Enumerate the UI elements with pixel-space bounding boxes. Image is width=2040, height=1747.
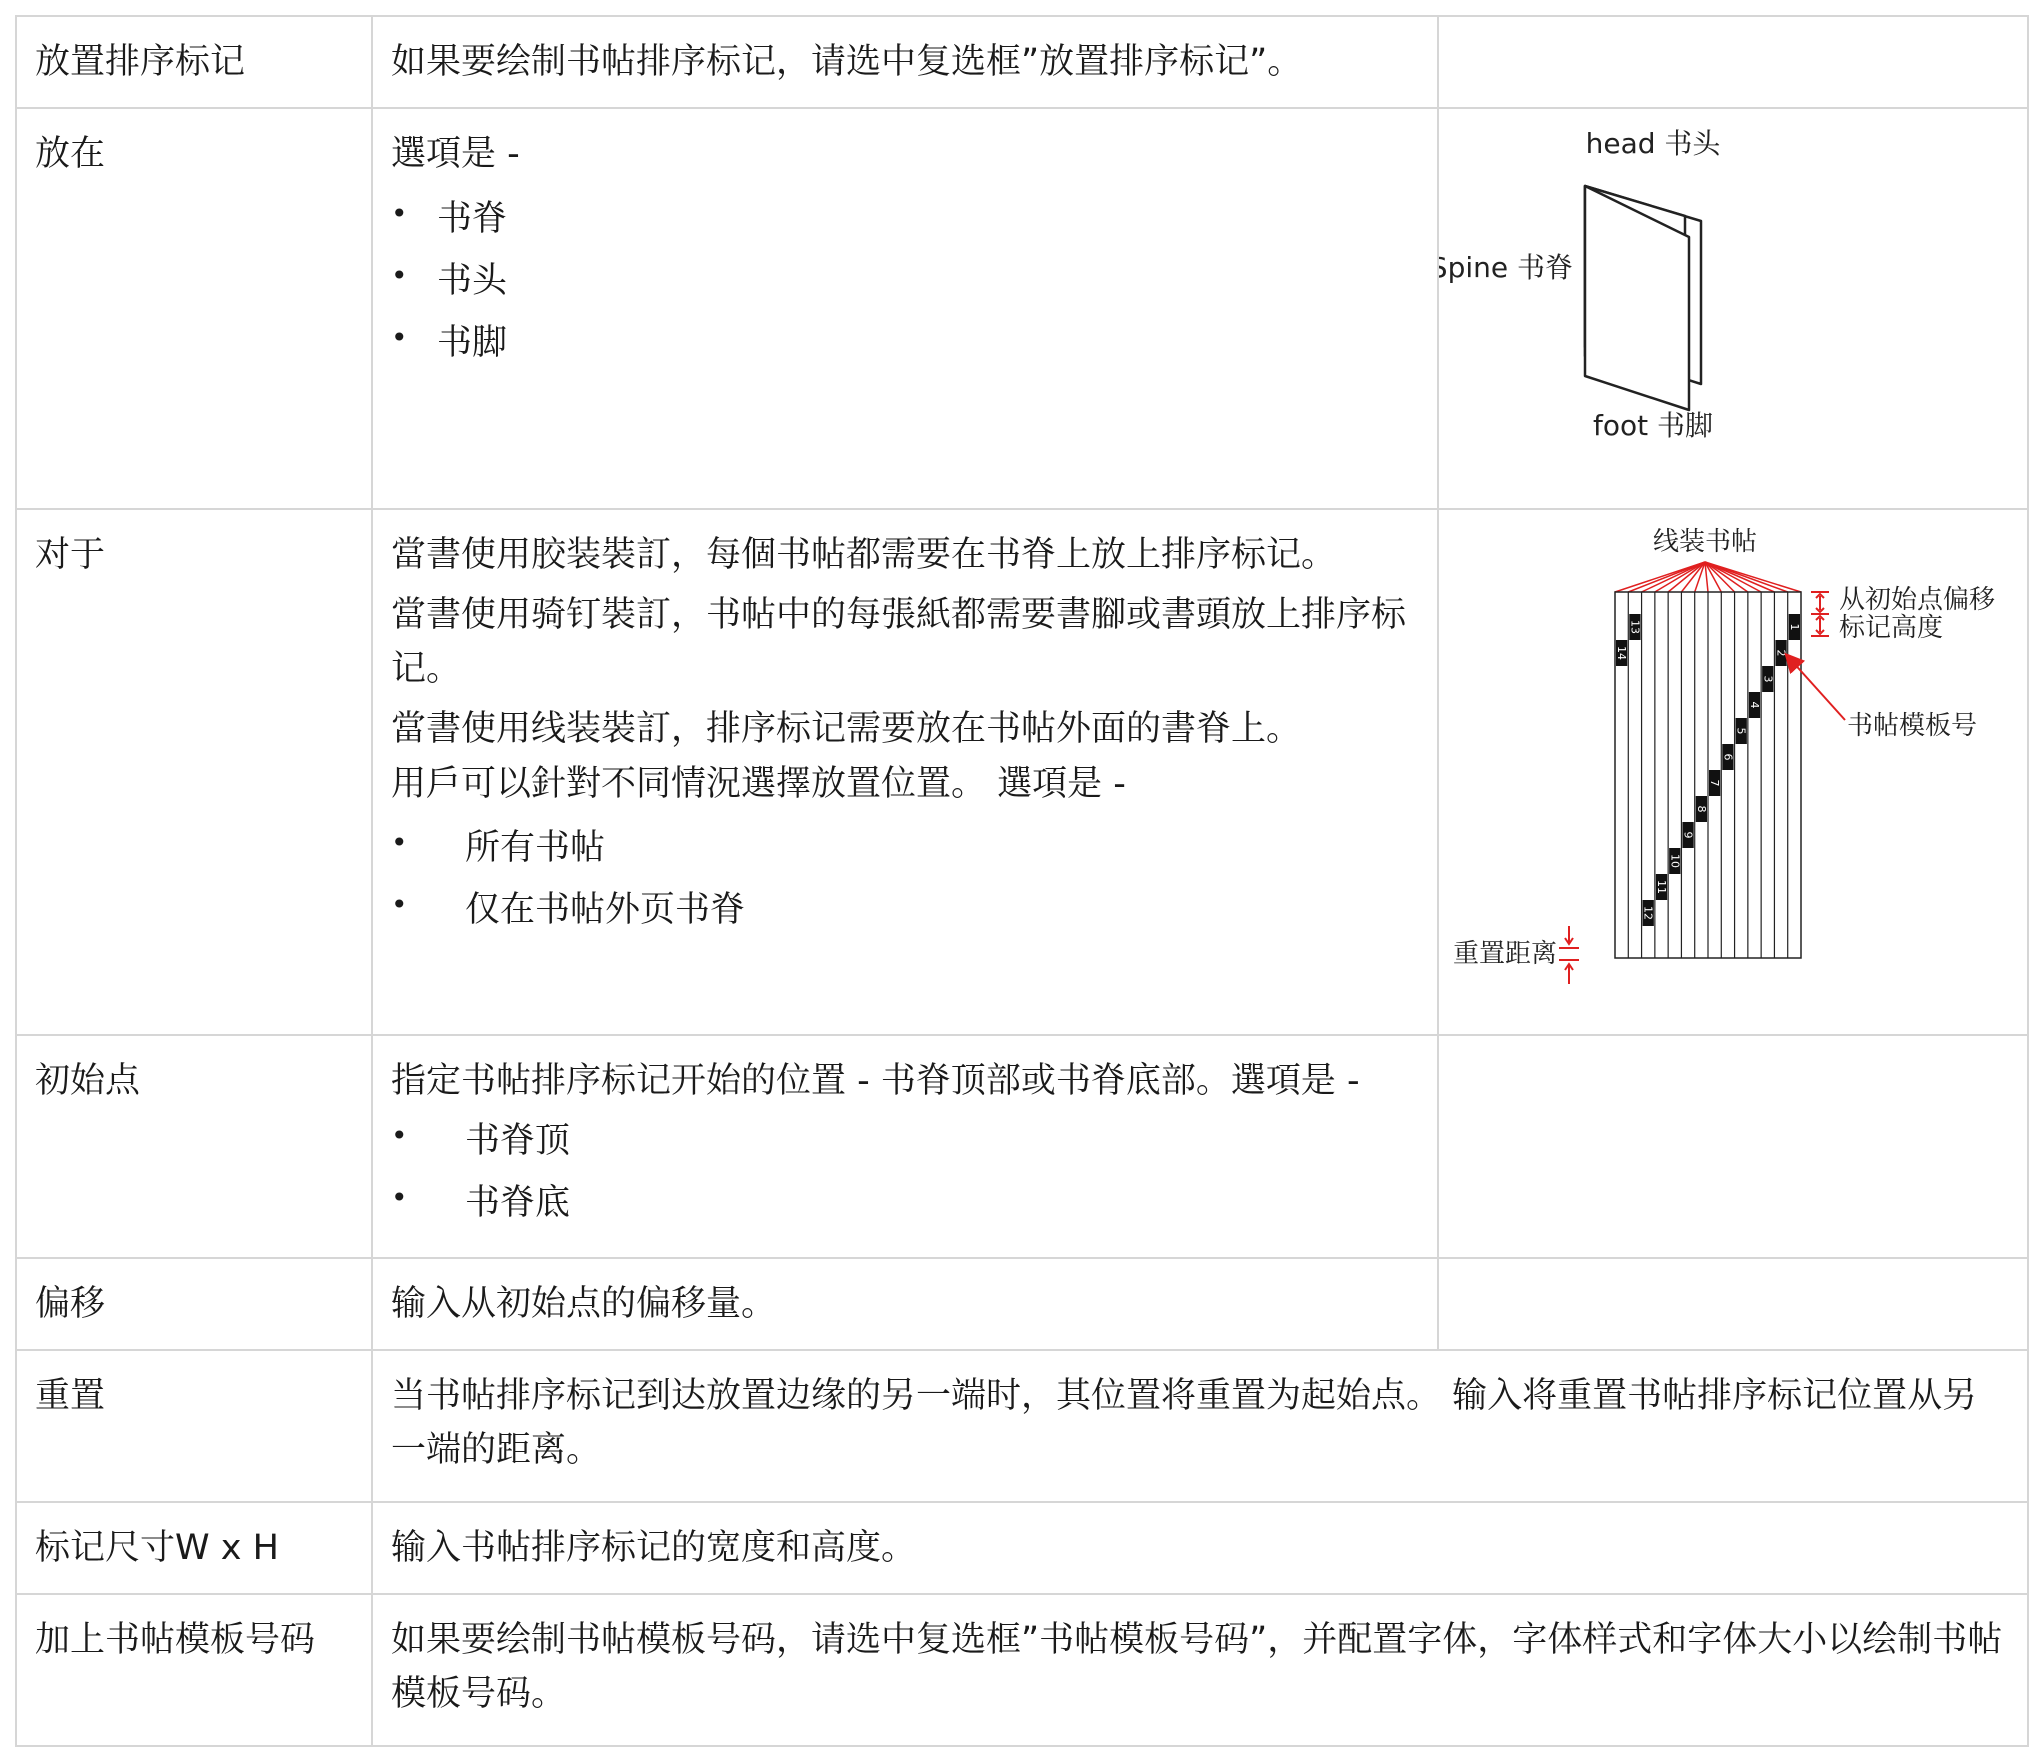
pointer-line <box>1655 562 1705 592</box>
row-description: 如果要绘制书帖排序标记，请选中复选框”放置排序标记”。 <box>372 16 1438 108</box>
table-row <box>16 509 2028 1035</box>
row-description: 如果要绘制书帖模板号码，请选中复选框”书帖模板号码”，并配置字体，字体样式和字体大小以绘制书帖模板号码。 <box>372 1594 2028 1746</box>
table-row <box>16 1350 2028 1502</box>
paragraph: 當書使用线装裝訂，排序标记需要放在书帖外面的書脊上。 <box>391 709 1302 750</box>
reset-distance-label: 重置距离 <box>1453 938 1558 969</box>
list-item: • 书脊底 <box>391 1176 1419 1230</box>
options-list <box>391 1114 1419 1231</box>
table-row <box>16 108 2028 508</box>
empty-cell <box>1438 16 2028 108</box>
sequence-mark-number: 2 <box>1774 649 1788 656</box>
sequence-mark-number: 9 <box>1681 831 1695 838</box>
sequence-mark-number: 14 <box>1615 645 1629 660</box>
sequence-mark-number: 13 <box>1628 619 1642 634</box>
foot-label: foot 书脚 <box>1593 409 1713 443</box>
row-label: 加上书帖模板号码 <box>16 1594 372 1746</box>
placement-figure-cell <box>1438 108 2028 508</box>
table-row <box>16 16 2028 108</box>
sequence-mark-number: 8 <box>1694 805 1708 812</box>
list-item: • 书脊 <box>391 192 1419 246</box>
table-row <box>16 1258 2028 1350</box>
row-description <box>372 509 1438 1035</box>
sequence-mark-number: 7 <box>1708 779 1722 786</box>
list-item: • 仅在书帖外页书脊 <box>391 883 1419 937</box>
reset-dimension-icon <box>1559 926 1579 984</box>
empty-cell <box>1438 1258 2028 1350</box>
row-description: 输入从初始点的偏移量。 <box>372 1258 1438 1350</box>
sequence-mark-number: 1 <box>1787 623 1801 630</box>
table-row <box>16 1035 2028 1258</box>
list-item: • 所有书帖 <box>391 821 1419 875</box>
options-intro: 選項是 - <box>391 134 520 175</box>
row-description <box>372 108 1438 508</box>
sequence-mark-number: 10 <box>1668 853 1682 868</box>
diagram-title: 线装书帖 <box>1652 526 1758 557</box>
list-item: • 书头 <box>391 254 1419 308</box>
sequence-mark-number: 6 <box>1721 753 1735 760</box>
list-item: • 书脚 <box>391 316 1419 370</box>
title-pointer-lines <box>1615 562 1801 592</box>
list-item: • 书脊顶 <box>391 1114 1419 1168</box>
sequence-mark-number: 4 <box>1748 701 1761 708</box>
table-row <box>16 1502 2028 1594</box>
paragraph: 用戶可以針對不同情況選擇放置位置。 選項是 - <box>391 763 1126 804</box>
sequence-mark-number: 5 <box>1734 727 1748 734</box>
table-row <box>16 1594 2028 1746</box>
thread-sewn-signature-diagram <box>1439 510 2029 1018</box>
thread-figure-cell <box>1438 509 2028 1035</box>
sequence-mark-number: 11 <box>1655 879 1668 894</box>
row-label: 标记尺寸W x H <box>16 1502 372 1594</box>
row-label: 对于 <box>16 509 372 1035</box>
sequence-mark-number: 3 <box>1761 675 1775 682</box>
row-description: 输入书帖排序标记的宽度和高度。 <box>372 1502 2028 1594</box>
spine-label: Spine 书脊 <box>1439 251 1573 285</box>
settings-table <box>15 15 2029 1747</box>
book-placement-diagram <box>1439 109 2029 491</box>
row-label: 初始点 <box>16 1035 372 1258</box>
row-description <box>372 1035 1438 1258</box>
height-label: 标记高度 <box>1839 612 1944 643</box>
paragraph: 當書使用胶装裝訂，每個书帖都需要在书脊上放上排序标记。 <box>391 534 1337 575</box>
row-label: 放在 <box>16 108 372 508</box>
head-label: head 书头 <box>1585 127 1721 161</box>
row-description: 当书帖排序标记到达放置边缘的另一端时，其位置将重置为起始点。 输入将重置书帖排序标记位置从另一端的距离。 <box>372 1350 2028 1502</box>
options-list <box>391 821 1419 938</box>
row-label: 放置排序标记 <box>16 16 372 108</box>
options-list <box>391 192 1419 371</box>
row-label: 偏移 <box>16 1258 372 1350</box>
options-intro: 指定书帖排序标记开始的位置 - 书脊顶部或书脊底部。選項是 - <box>391 1060 1360 1101</box>
offset-label: 从初始点偏移 <box>1839 584 1996 615</box>
offset-dimension-icon <box>1811 592 1829 636</box>
sequence-mark-number: 12 <box>1641 905 1655 920</box>
paragraph: 當書使用骑钉裝訂，书帖中的每張紙都需要書腳或書頭放上排序标记。 <box>391 594 1407 689</box>
empty-cell <box>1438 1035 2028 1258</box>
template-number-label: 书帖模板号 <box>1847 710 1978 741</box>
row-label: 重置 <box>16 1350 372 1502</box>
